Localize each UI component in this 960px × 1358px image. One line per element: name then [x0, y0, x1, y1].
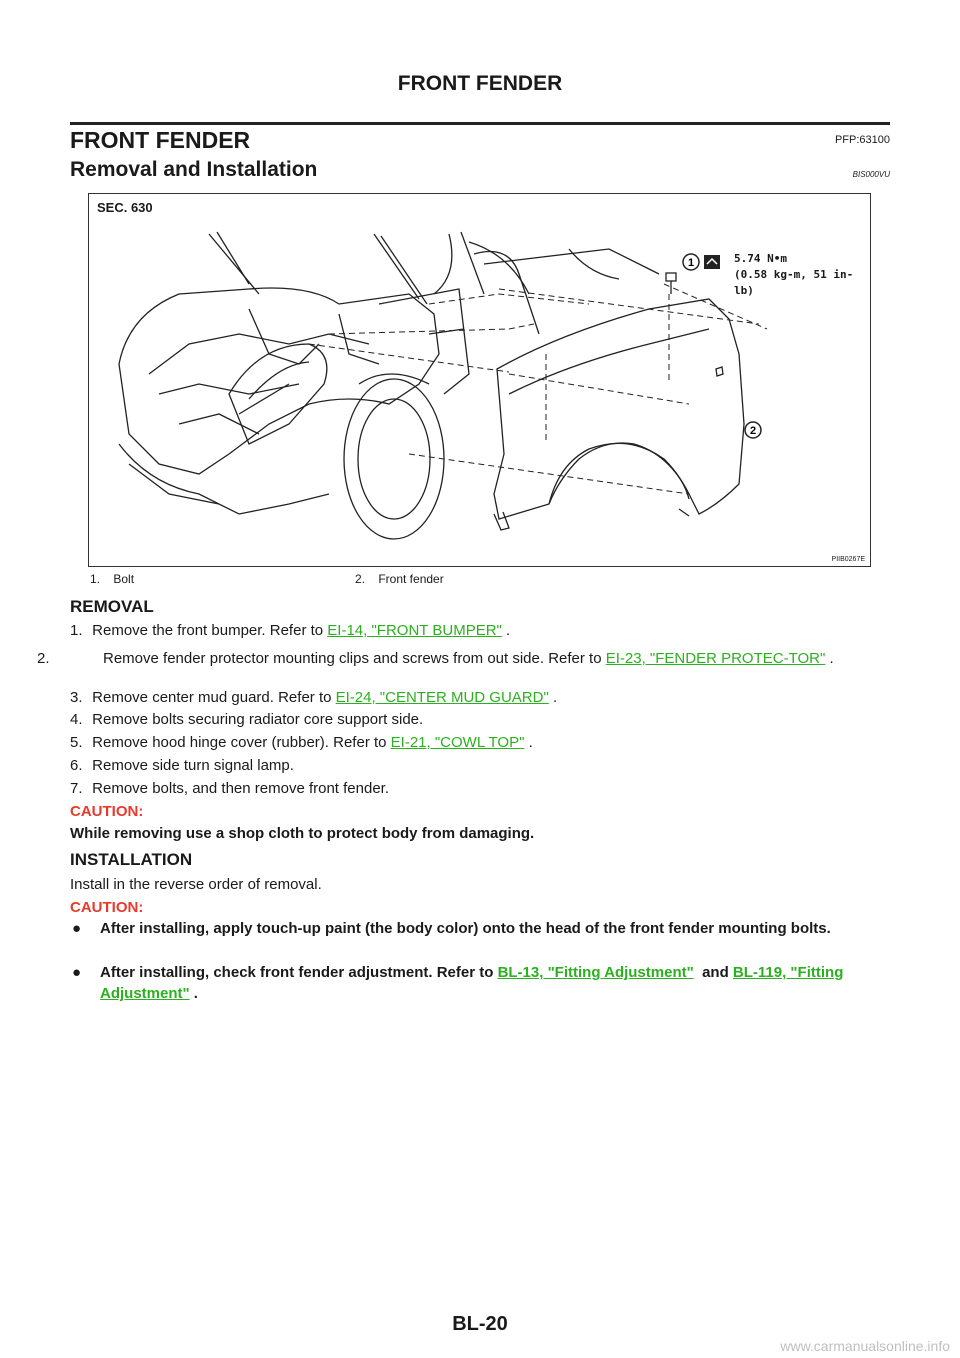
removal-caution-text: While removing use a shop cloth to protect body from damaging.: [70, 825, 535, 842]
removal-caution-label: CAUTION:: [70, 803, 144, 820]
link-bl-13-fitting-adjustment[interactable]: BL-13, "Fitting Adjustment": [497, 964, 694, 981]
page-number: BL-20: [452, 1313, 508, 1335]
removal-step-3: 3. Remove center mud guard. Refer to EI-24, "CENTER MUD GUARD" .: [70, 689, 558, 706]
installation-heading: INSTALLATION: [70, 850, 193, 869]
step-number: 7.: [70, 780, 83, 797]
callout-2-marker: [742, 419, 764, 441]
figure-id: PIIB0267E: [831, 556, 865, 563]
step-number: 6.: [70, 757, 83, 774]
link-center-mud-guard[interactable]: EI-24, "CENTER MUD GUARD": [335, 689, 549, 706]
removal-step-7: 7. Remove bolts, and then remove front fender.: [70, 780, 390, 797]
bullet-icon: ●: [72, 920, 82, 937]
step-number: 4.: [70, 711, 83, 728]
step-number: 3.: [70, 689, 83, 706]
pfp-code: PFP:63100: [834, 134, 890, 146]
link-fender-protector[interactable]: EI-23, "FENDER PROTEC-TOR": [605, 650, 826, 667]
removal-heading: REMOVAL: [70, 597, 154, 616]
subsection-title: Removal and Installation: [70, 158, 318, 181]
torque-spec: [734, 251, 870, 299]
removal-step-4: 4. Remove bolts securing radiator core support side.: [70, 711, 424, 728]
callout-2: 2: [749, 425, 757, 437]
header-rule: [70, 122, 890, 125]
removal-step-5: 5. Remove hood hinge cover (rubber). Refer to EI-21, "COWL TOP" .: [70, 734, 533, 751]
torque-line-1: 5.74 N•m: [734, 252, 787, 265]
link-cowl-top[interactable]: EI-21, "COWL TOP": [390, 734, 525, 751]
callout-1: 1: [687, 257, 695, 269]
step-number: 1.: [70, 622, 83, 639]
step-number: 2.: [37, 650, 50, 667]
footer-watermark[interactable]: www.carmanualsonline.info: [780, 1338, 950, 1354]
step-number: 5.: [70, 734, 83, 751]
callout-1-marker: [682, 252, 724, 272]
document-code: BIS000VU: [852, 170, 890, 179]
caution-bullet-1: ● After installing, apply touch-up paint (the body color) onto the head of the front fender mounting bolts.: [72, 920, 831, 937]
removal-step-6: 6. Remove side turn signal lamp.: [70, 757, 294, 774]
fender-diagram: [89, 194, 870, 566]
installation-caution-label: CAUTION:: [70, 899, 144, 916]
link-front-bumper[interactable]: EI-14, "FRONT BUMPER": [327, 622, 502, 639]
page-header: FRONT FENDER: [397, 72, 563, 95]
bullet-icon: ●: [72, 964, 82, 981]
legend-item-bolt: 1. Bolt: [90, 572, 135, 586]
fender-illustration: [88, 193, 871, 567]
caution-bullet-2: ● After installing, check front fender adjustment. Refer to BL-13, "Fitting Adjustment" and BL-119, "Fitting Adjustment" .: [72, 964, 844, 1002]
torque-line-2: (0.58 kg-m, 51 in-lb): [734, 268, 854, 297]
section-label: SEC. 630: [97, 200, 153, 215]
removal-step-2: 2. Remove fender protector mounting clips and screws from out side. Refer to EI-23, "FENDER PROTEC-TOR" .: [37, 650, 834, 667]
removal-step-1: 1. Remove the front bumper. Refer to EI-14, "FRONT BUMPER" .: [70, 622, 511, 639]
legend-item-front-fender: 2. Front fender: [355, 572, 444, 586]
installation-text: Install in the reverse order of removal.: [70, 876, 322, 893]
section-title: FRONT FENDER: [70, 127, 251, 153]
link-bl-119-fitting-adjustment[interactable]: BL-119, "Fitting Adjustment": [100, 964, 844, 1002]
